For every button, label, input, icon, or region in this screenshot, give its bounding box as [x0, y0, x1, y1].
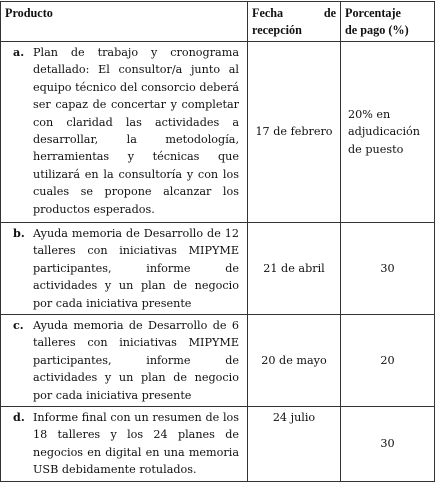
header-producto: Producto [1, 2, 248, 42]
product-cell [1, 223, 248, 315]
product-cell [1, 42, 248, 223]
porcentaje-cell: 20 [341, 315, 435, 407]
table-row [1, 315, 435, 407]
porcentaje-cell: 20% en adjudicación de puesto [341, 42, 435, 223]
table-row [1, 42, 435, 223]
item-description: Ayuda memoria de Desarrollo de 12 talleres con iniciativas MIPYME participantes, informe de actividades y un plan de negocio por cada iniciativa presente [33, 227, 239, 310]
item-description: Ayuda memoria de Desarrollo de 6 talleres con iniciativas MIPYME participantes, informe de actividades y un plan de negocio por cada iniciativa presente [33, 319, 239, 402]
item-description: Informe final con un resumen de los 18 talleres y los 24 planes de negocios en digital en una memoria USB debidamente rotulados. [33, 411, 239, 477]
header-fecha-de: de [323, 6, 336, 20]
item-letter: d. [13, 410, 25, 425]
fecha-cell: 17 de febrero [248, 42, 341, 223]
porcentaje-cell: 30 [341, 223, 435, 315]
product-cell [1, 407, 248, 482]
header-porcentaje [341, 2, 435, 42]
item-description: Plan de trabajo y cronograma detallado: El consultor/a junto al equipo técnico del consorcio deberá ser capaz de concertar y completar con claridad las actividades a desarrollar, la metodología, herramientas y técnicas que utilizará en la consultoría y con los cuales se propone alcanzar los productos esperados. [33, 46, 239, 216]
fecha-cell: 20 de mayo [248, 315, 341, 407]
header-fecha-line2: recepción [252, 23, 302, 37]
item-letter: a. [13, 45, 25, 59]
item-letter: c. [13, 318, 24, 333]
fecha-cell: 21 de abril [248, 223, 341, 315]
header-fecha-word: Fecha [252, 6, 284, 20]
table-row [1, 407, 435, 482]
products-table [0, 1, 435, 482]
table-header-row [1, 2, 435, 42]
header-porcentaje-line2: de pago (%) [345, 23, 409, 37]
item-letter: b. [13, 226, 25, 240]
porcentaje-cell: 30 [341, 407, 435, 482]
header-fecha [248, 2, 341, 42]
product-cell [1, 315, 248, 407]
fecha-cell: 24 julio [248, 407, 341, 482]
table-row [1, 223, 435, 315]
header-porcentaje-line1: Porcentaje [345, 6, 401, 20]
